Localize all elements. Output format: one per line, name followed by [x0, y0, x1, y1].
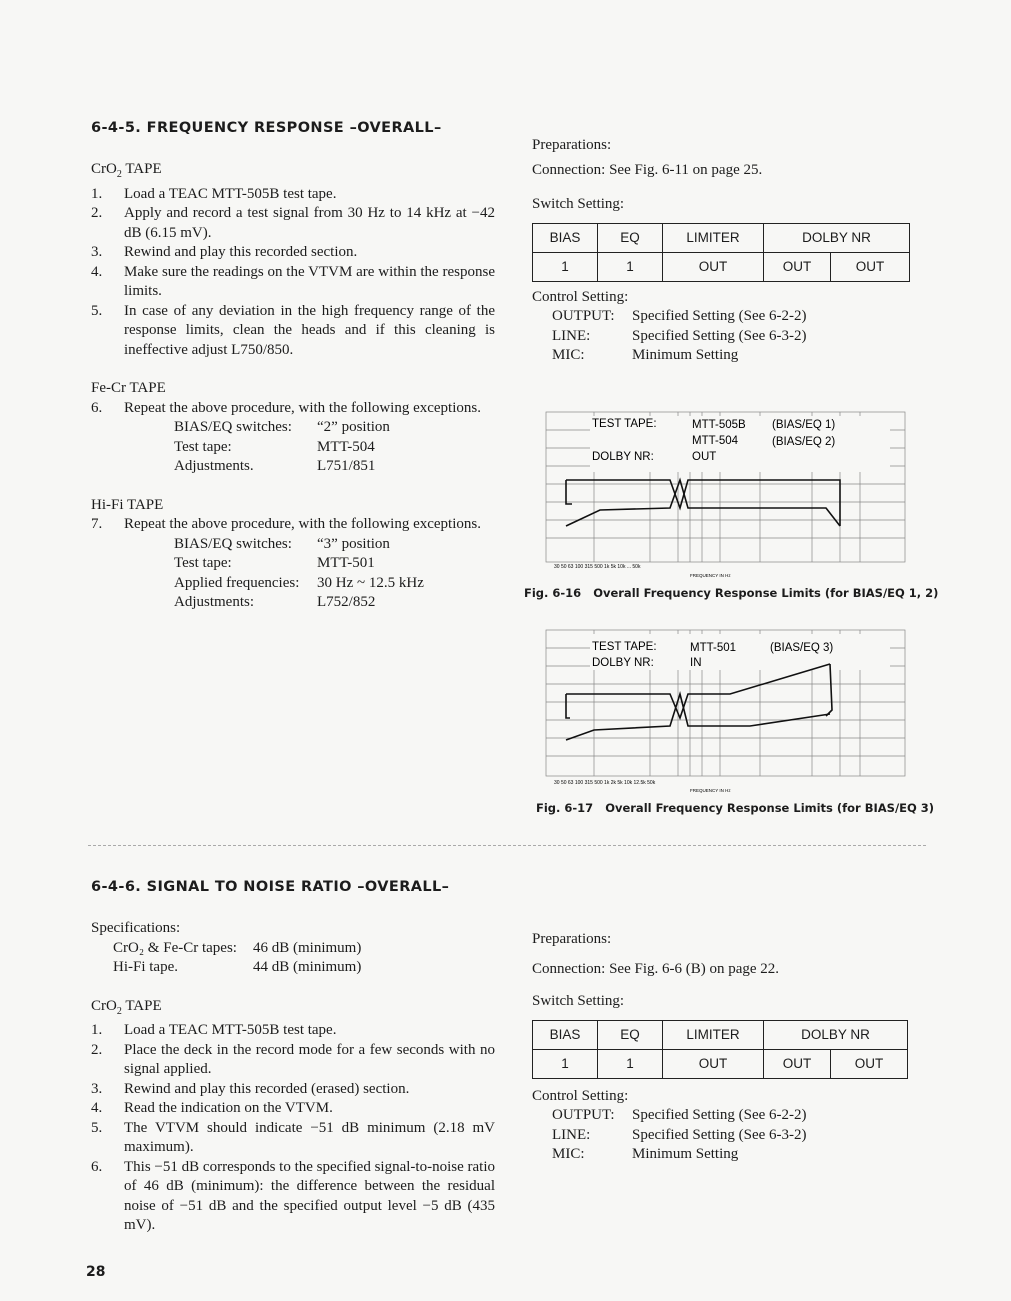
exception-value: MTT-504 — [317, 438, 375, 455]
step-number: 5. — [91, 1119, 103, 1136]
tape-title-prefix: CrO — [91, 997, 117, 1014]
step-text: Rewind and play this recorded (erased) section. — [124, 1080, 410, 1097]
step-item — [91, 515, 495, 535]
fig-6-17-caption — [536, 801, 934, 815]
snr-preparations — [532, 930, 910, 1165]
step-text: Rewind and play this recorded section. — [124, 244, 358, 260]
tape-title-suffix: TAPE — [121, 161, 162, 177]
lower-limit-left — [566, 480, 572, 504]
step-item — [91, 1099, 495, 1119]
switch-setting-table — [532, 223, 910, 282]
legend-dolby-label: DOLBY NR: — [592, 657, 654, 669]
exception-value: L751/851 — [317, 458, 376, 474]
header-dolby-nr: DOLBY NR — [764, 1020, 908, 1049]
x-tick-labels: 30 50 63 100 315 500 1k 2k 5k 10k 12.5k 50k — [554, 780, 656, 786]
control-value: Specified Setting (See 6-2-2) — [632, 1107, 807, 1123]
upper-limit — [566, 480, 840, 526]
value-dolby-nr-2: OUT — [831, 1049, 908, 1078]
connection-note: Connection: See Fig. 6-11 on page 25. — [532, 161, 763, 178]
fig-number: Fig. 6-16 — [524, 586, 582, 600]
step-item — [91, 399, 495, 419]
value-bias: 1 — [533, 252, 598, 281]
header-bias: BIAS — [533, 1020, 598, 1049]
step-number: 7. — [91, 516, 103, 532]
exception-key: Applied frequencies: — [174, 574, 300, 591]
step-item — [91, 243, 495, 263]
fig-6-16-caption — [524, 586, 938, 600]
step-item — [91, 204, 495, 243]
frequency-response-procedure — [91, 160, 495, 613]
upper-limit-end — [826, 664, 832, 716]
control-key: LINE: — [552, 1126, 591, 1143]
tape-title-subscript: 2 — [116, 1005, 122, 1017]
step-number: 4. — [91, 263, 103, 280]
fig-6-16-svg — [530, 408, 915, 580]
header-eq: EQ — [598, 1020, 663, 1049]
legend-tape2: MTT-504 — [692, 435, 739, 447]
control-value: Specified Setting (See 6-3-2) — [632, 327, 807, 344]
exception-key: BIAS/EQ switches: — [174, 535, 292, 552]
frequency-response-preparations — [532, 136, 910, 366]
fecr-tape-title: Fe-Cr TAPE — [91, 380, 166, 396]
fig-6-16-graph — [530, 408, 915, 580]
switch-setting-title: Switch Setting: — [532, 993, 625, 1009]
fig-caption-text: Overall Frequency Response Limits (for BIAS/EQ 1, 2) — [593, 586, 939, 600]
lower-limit — [566, 480, 840, 526]
header-dolby-nr: DOLBY NR — [764, 223, 910, 252]
cro2-steps — [91, 185, 495, 361]
step-number: 5. — [91, 302, 103, 319]
step-text: Repeat the above procedure, with the following exceptions. — [124, 399, 481, 416]
fecr-exceptions — [174, 418, 495, 477]
control-value: Specified Setting (See 6-2-2) — [632, 308, 807, 324]
control-value: Minimum Setting — [632, 347, 739, 363]
switch-header-row — [533, 223, 910, 252]
header-limiter: LIMITER — [663, 223, 764, 252]
step-item — [91, 302, 495, 361]
specifications-title: Specifications: — [91, 920, 181, 936]
fecr-steps — [91, 399, 495, 419]
header-eq: EQ — [598, 223, 663, 252]
legend-tape1: MTT-501 — [690, 642, 737, 654]
value-eq: 1 — [598, 252, 663, 281]
hifi-steps — [91, 515, 495, 535]
section-heading-frequency-response: 6-4-5. FREQUENCY RESPONSE –OVERALL– — [91, 120, 442, 136]
legend-tape1-eq: (BIAS/EQ 1) — [772, 419, 836, 431]
control-key: MIC: — [552, 347, 585, 363]
exception-value: L752/852 — [317, 594, 376, 610]
exception-value: MTT-501 — [317, 555, 375, 571]
value-dolby-nr-1: OUT — [764, 1049, 831, 1078]
hifi-tape-title: Hi-Fi TAPE — [91, 496, 164, 513]
step-number: 6. — [91, 1158, 103, 1175]
x-tick-labels: 30 50 63 100 315 500 1k 5k 10k ... 50k — [554, 564, 641, 570]
step-item — [91, 263, 495, 302]
switch-value-row — [533, 1049, 908, 1078]
spec-key: CrO₂ & Fe-Cr tapes: — [113, 939, 237, 956]
control-key: LINE: — [552, 327, 591, 344]
x-axis-label: FREQUENCY IN Hz — [690, 788, 731, 793]
value-bias: 1 — [533, 1049, 598, 1078]
step-number: 3. — [91, 1080, 103, 1097]
cro2-tape-title — [91, 997, 495, 1022]
header-bias: BIAS — [533, 223, 598, 252]
step-text: Repeat the above procedure, with the following exceptions. — [124, 516, 481, 532]
value-eq: 1 — [598, 1049, 663, 1078]
value-dolby-nr-2: OUT — [831, 252, 910, 281]
step-number: 3. — [91, 244, 103, 260]
exception-value: “3” position — [317, 535, 390, 552]
upper-limit — [566, 664, 830, 718]
step-item — [91, 1041, 495, 1080]
page-number: 28 — [86, 1264, 106, 1280]
header-limiter: LIMITER — [663, 1020, 764, 1049]
section-heading-signal-to-noise: 6-4-6. SIGNAL TO NOISE RATIO –OVERALL– — [91, 879, 450, 895]
control-setting-title: Control Setting: — [532, 1087, 629, 1104]
step-text: Load a TEAC MTT-505B test tape. — [124, 1022, 337, 1038]
switch-setting-title: Switch Setting: — [532, 196, 625, 212]
step-item — [91, 185, 495, 205]
step-number: 6. — [91, 399, 103, 416]
exception-key: Adjustments: — [174, 594, 255, 610]
specifications-list — [113, 939, 495, 978]
step-number: 2. — [91, 1041, 103, 1058]
legend-tape2-eq: (BIAS/EQ 2) — [772, 436, 836, 448]
legend-tape1-eq: (BIAS/EQ 3) — [770, 642, 834, 654]
step-text: This −51 dB corresponds to the specified signal-to-noise ratio of 46 dB (minimum): the difference between the residual noise of −51 dB and the specified output level −5 dB (435 mV). — [124, 1158, 495, 1233]
step-item — [91, 1021, 495, 1041]
step-number: 1. — [91, 185, 103, 202]
legend-dolby-label: DOLBY NR: — [592, 451, 654, 463]
value-limiter: OUT — [663, 1049, 764, 1078]
step-number: 2. — [91, 205, 103, 221]
step-text: Load a TEAC MTT-505B test tape. — [124, 185, 337, 202]
legend-test-tape-label: TEST TAPE: — [592, 418, 657, 430]
spec-value: 44 dB (minimum) — [253, 959, 362, 975]
step-text: Make sure the readings on the VTVM are within the response limits. — [124, 263, 495, 299]
step-item — [91, 1119, 495, 1158]
step-item — [91, 1080, 495, 1100]
exception-value: 30 Hz ~ 12.5 kHz — [317, 574, 424, 591]
control-key: OUTPUT: — [552, 308, 615, 324]
step-item — [91, 1158, 495, 1236]
step-number: 4. — [91, 1100, 103, 1116]
spec-value: 46 dB (minimum) — [253, 939, 362, 956]
section-divider — [88, 845, 926, 846]
exception-value: “2” position — [317, 419, 390, 435]
switch-value-row — [533, 252, 910, 281]
connection-note: Connection: See Fig. 6-6 (B) on page 22. — [532, 960, 780, 977]
tape-title-subscript: 2 — [116, 169, 122, 180]
lower-limit-left — [566, 694, 570, 718]
preparations-title: Preparations: — [532, 931, 612, 947]
legend-test-tape-label: TEST TAPE: — [592, 641, 657, 653]
step-text: In case of any deviation in the high frequency range of the response limits, clean the heads and if this cleaning is ineffective adjust L750/850. — [124, 302, 495, 358]
fig-6-17-graph — [530, 626, 915, 794]
lower-limit — [566, 694, 830, 740]
fig-number: Fig. 6-17 — [536, 801, 594, 815]
value-dolby-nr-1: OUT — [764, 252, 831, 281]
value-limiter: OUT — [663, 252, 764, 281]
tape-title-prefix: CrO — [91, 161, 117, 177]
control-settings — [552, 1106, 910, 1165]
legend-dolby-value: IN — [690, 657, 702, 669]
exception-key: Adjustments. — [174, 458, 254, 474]
step-text: Apply and record a test signal from 30 Hz to 14 kHz at −42 dB (6.15 mV). — [124, 205, 495, 241]
step-text: Place the deck in the record mode for a few seconds with no signal applied. — [124, 1041, 495, 1077]
control-key: MIC: — [552, 1146, 585, 1162]
step-text: Read the indication on the VTVM. — [124, 1100, 333, 1116]
control-value: Specified Setting (See 6-3-2) — [632, 1126, 807, 1143]
control-settings — [552, 307, 910, 366]
exception-key: Test tape: — [174, 555, 232, 571]
control-key: OUTPUT: — [552, 1107, 615, 1123]
response-limit-lines — [566, 480, 840, 526]
switch-setting-table — [532, 1020, 908, 1079]
snr-procedure — [91, 919, 495, 1236]
exception-key: BIAS/EQ switches: — [174, 419, 292, 435]
tape-title-suffix: TAPE — [121, 997, 162, 1014]
step-text: The VTVM should indicate −51 dB minimum (2.18 mV maximum). — [124, 1119, 495, 1155]
step-number: 1. — [91, 1022, 103, 1038]
spec-key: Hi-Fi tape. — [113, 959, 178, 975]
switch-header-row — [533, 1020, 908, 1049]
legend-dolby-value: OUT — [692, 451, 717, 463]
control-setting-title: Control Setting: — [532, 288, 629, 305]
cro2-tape-title — [91, 160, 495, 185]
snr-steps — [91, 1021, 495, 1236]
fig-6-17-svg — [530, 626, 915, 794]
x-axis-label: FREQUENCY IN Hz — [690, 573, 731, 578]
fig-caption-text: Overall Frequency Response Limits (for BIAS/EQ 3) — [605, 801, 935, 815]
exception-key: Test tape: — [174, 438, 232, 455]
legend-tape1: MTT-505B — [692, 419, 746, 431]
hifi-exceptions — [174, 535, 495, 613]
preparations-title: Preparations: — [532, 137, 612, 153]
control-value: Minimum Setting — [632, 1146, 739, 1162]
